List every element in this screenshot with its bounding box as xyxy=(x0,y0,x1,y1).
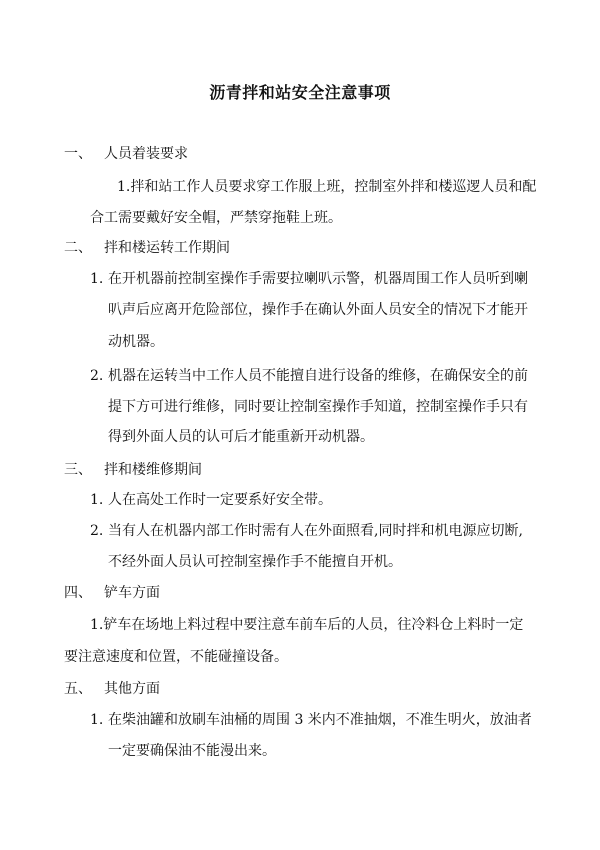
item-text: 机器在运转当中工作人员不能擅自进行设备的维修，在确保安全的前 xyxy=(108,368,528,384)
section-title: 其他方面 xyxy=(104,681,160,697)
item-text: 在开机器前控制室操作手需要拉喇叭示警，机器周围工作人员听到喇 xyxy=(108,271,528,287)
item-number: 1. xyxy=(90,492,104,508)
section-title: 拌和楼维修期间 xyxy=(104,462,202,478)
list-item-line xyxy=(90,711,532,729)
list-item-line: 动机器。 xyxy=(108,334,164,350)
section-number: 五、 xyxy=(64,681,92,697)
item-text: 人在高处工作时一定要系好安全带。 xyxy=(108,492,332,508)
item-number: 1. xyxy=(90,271,104,287)
document-title: 沥青拌和站安全注意事项 xyxy=(209,83,391,102)
section-number: 三、 xyxy=(64,462,92,478)
item-number: 2. xyxy=(90,368,104,384)
list-item-line xyxy=(90,491,332,509)
item-number: 2. xyxy=(90,523,104,539)
section-heading-2 xyxy=(64,239,230,257)
paragraph-line: 合工需要戴好安全帽，严禁穿拖鞋上班。 xyxy=(90,210,342,226)
item-text: 在柴油罐和放刷车油桶的周围 3 米内不准抽烟，不准生明火，放油者 xyxy=(108,712,532,728)
section-number: 一、 xyxy=(64,146,92,162)
item-number: 1. xyxy=(90,712,104,728)
paragraph-line: 1.铲车在场地上料过程中要注意车前车后的人员，往冷料仓上料时一定 xyxy=(90,617,524,633)
list-item-line: 一定要确保油不能漫出来。 xyxy=(108,743,276,759)
list-item-line: 叭声后应离开危险部位，操作手在确认外面人员安全的情况下才能开 xyxy=(108,302,528,318)
section-title: 拌和楼运转工作期间 xyxy=(104,240,230,256)
paragraph-line: 要注意速度和位置，不能碰撞设备。 xyxy=(64,649,288,665)
section-heading-5 xyxy=(64,680,160,698)
list-item-line: 提下方可进行维修，同时要让控制室操作手知道，控制室操作手只有 xyxy=(108,399,528,415)
section-title: 人员着装要求 xyxy=(104,146,188,162)
section-title: 铲车方面 xyxy=(104,585,160,601)
item-text: 当有人在机器内部工作时需有人在外面照看,同时拌和机电源应切断, xyxy=(108,523,523,539)
list-item-line xyxy=(90,522,523,540)
section-number: 二、 xyxy=(64,240,92,256)
list-item-line: 得到外面人员的认可后才能重新开动机器。 xyxy=(108,429,374,445)
section-number: 四、 xyxy=(64,585,92,601)
list-item-line: 不经外面人员认可控制室操作手不能擅自开机。 xyxy=(108,554,402,570)
section-heading-4 xyxy=(64,584,160,602)
section-heading-3 xyxy=(64,461,202,479)
section-heading-1 xyxy=(64,145,188,163)
list-item-line xyxy=(90,367,528,385)
list-item-line xyxy=(90,270,528,288)
paragraph-line: 1.拌和站工作人员要求穿工作服上班，控制室外拌和楼巡逻人员和配 xyxy=(117,179,537,195)
